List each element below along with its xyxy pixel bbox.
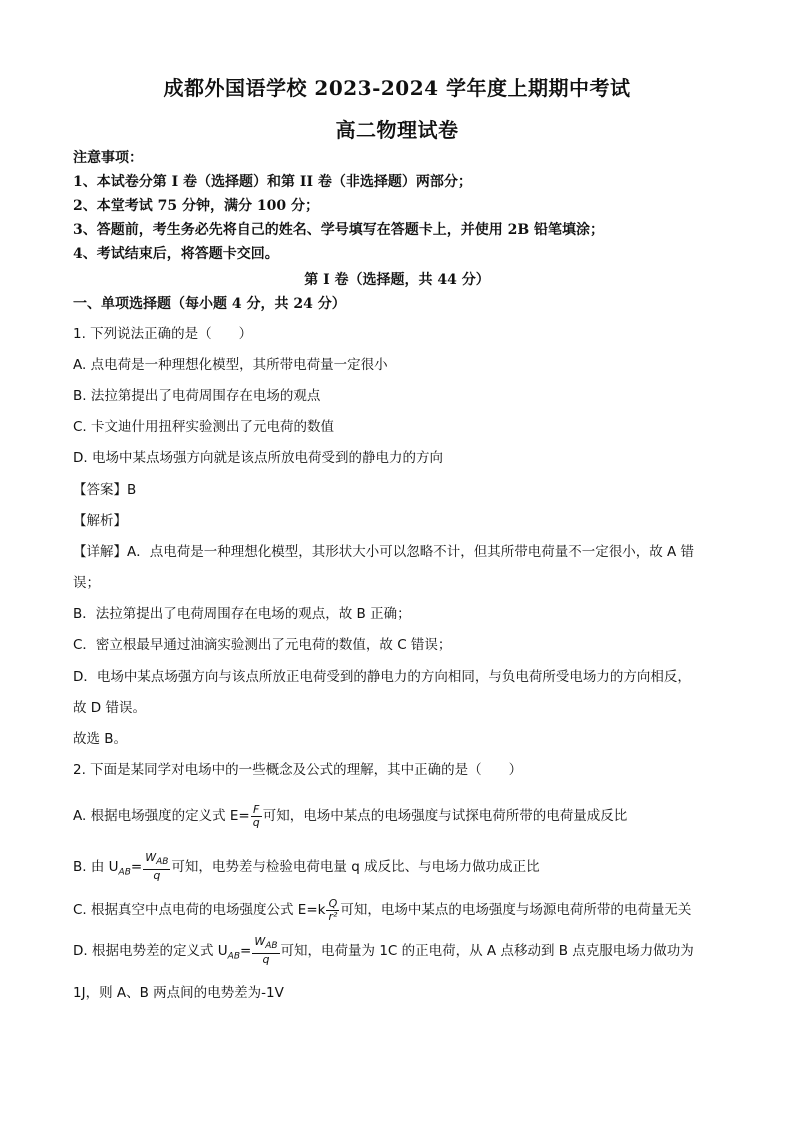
q2-a-fraction — [251, 804, 262, 829]
q2-b-subscript: AB — [118, 867, 131, 878]
q2-c-text-pre: C. 根据真空中点电荷的电场强度公式 E=k — [73, 902, 326, 918]
notice-heading: 注意事项： — [73, 150, 143, 166]
q2-b-denominator: q — [153, 868, 161, 882]
q2-c-numerator: Q — [326, 898, 339, 911]
part-title: 第 I 卷（选择题，共 44 分） — [304, 272, 490, 288]
q2-stem: 2. 下面是某同学对电场中的一些概念及公式的理解，其中正确的是（ ） — [73, 762, 523, 778]
q1-analysis-label: 【解析】 — [73, 513, 127, 529]
q2-d-subscript: AB — [227, 951, 240, 962]
q2-d-numerator-subscript: AB — [265, 941, 278, 952]
q1-detail-line-6: 故 D 错误。 — [73, 700, 146, 716]
q2-a-denominator: q — [252, 815, 260, 829]
q2-b-text-pre: B. 由 U — [73, 859, 119, 875]
q2-option-d — [73, 935, 733, 973]
exam-subtitle: 高二物理试卷 — [335, 118, 459, 142]
q2-d-text-pre: D. 根据电势差的定义式 U — [73, 943, 228, 959]
q2-c-fraction — [326, 898, 339, 923]
q1-detail-line-2: 误； — [73, 575, 100, 591]
q2-d-equals: = — [240, 943, 252, 959]
q2-d-fraction — [252, 936, 279, 965]
notice-item-2: 2、本堂考试 75 分钟，满分 100 分； — [73, 198, 319, 214]
q1-option-c: C. 卡文迪什用扭秤实验测出了元电荷的数值 — [73, 419, 335, 435]
q2-b-numerator-symbol: W — [145, 851, 157, 865]
q2-option-b — [73, 851, 733, 889]
q1-detail-line-4: C．密立根最早通过油滴实验测出了元电荷的数值，故 C 错误； — [73, 637, 452, 653]
exam-title: 成都外国语学校 2023-2024 学年度上期期中考试 — [163, 76, 631, 100]
q2-option-c — [73, 894, 733, 926]
notice-item-4: 4、考试结束后，将答题卡交回。 — [73, 246, 279, 262]
q1-stem: 1. 下列说法正确的是（ ） — [73, 326, 253, 342]
q1-detail-line-5: D．电场中某点场强方向与该点所放正电荷受到的静电力的方向相同，与负电荷所受电场力的方向相反， — [73, 669, 691, 685]
q2-option-d-continued: 1J，则 A、B 两点间的电势差为-1V — [73, 985, 284, 1001]
notice-item-1: 1、本试卷分第 I 卷（选择题）和第 II 卷（非选择题）两部分； — [73, 174, 472, 190]
q1-option-b: B. 法拉第提出了电荷周围存在电场的观点 — [73, 388, 321, 404]
q1-answer: 【答案】B — [73, 482, 137, 498]
q1-detail-line-7: 故选 B。 — [73, 731, 128, 747]
q2-a-text-post: 可知，电场中某点的电场强度与试探电荷所带的电荷量成反比 — [262, 808, 628, 824]
q2-option-a — [73, 800, 733, 832]
q2-d-denominator: q — [262, 952, 270, 966]
q1-option-d: D. 电场中某点场强方向就是该点所放电荷受到的静电力的方向 — [73, 450, 443, 466]
q2-b-numerator-subscript: AB — [156, 857, 169, 868]
q2-a-text-pre: A. 根据电场强度的定义式 E= — [73, 808, 250, 824]
q1-detail-line-1: 【详解】A．点电荷是一种理想化模型，其形状大小可以忽略不计，但其所带电荷量不一定很小，故 A 错 — [73, 544, 695, 560]
q2-d-text-post: 可知，电荷量为 1C 的正电荷，从 A 点移动到 B 点克服电场力做功为 — [280, 943, 694, 959]
q2-b-equals: = — [130, 859, 143, 875]
q2-a-numerator: F — [251, 804, 262, 817]
q1-option-a: A. 点电荷是一种理想化模型，其所带电荷量一定很小 — [73, 357, 388, 373]
q2-b-fraction — [143, 852, 170, 881]
q2-c-denominator: r² — [328, 909, 338, 923]
group-title: 一、单项选择题（每小题 4 分，共 24 分） — [73, 296, 346, 312]
q2-d-numerator — [252, 936, 279, 953]
q2-b-text-post: 可知，电势差与检验电荷电量 q 成反比、与电场力做功成正比 — [171, 859, 540, 875]
q2-d-numerator-symbol: W — [254, 935, 266, 949]
q2-b-numerator — [143, 852, 170, 869]
q1-detail-line-3: B．法拉第提出了电荷周围存在电场的观点，故 B 正确； — [73, 606, 411, 622]
q2-c-text-post: 可知，电场中某点的电场强度与场源电荷所带的电荷量无关 — [340, 902, 692, 918]
notice-item-3: 3、答题前，考生务必先将自己的姓名、学号填写在答题卡上，并使用 2B 铅笔填涂； — [73, 222, 605, 238]
